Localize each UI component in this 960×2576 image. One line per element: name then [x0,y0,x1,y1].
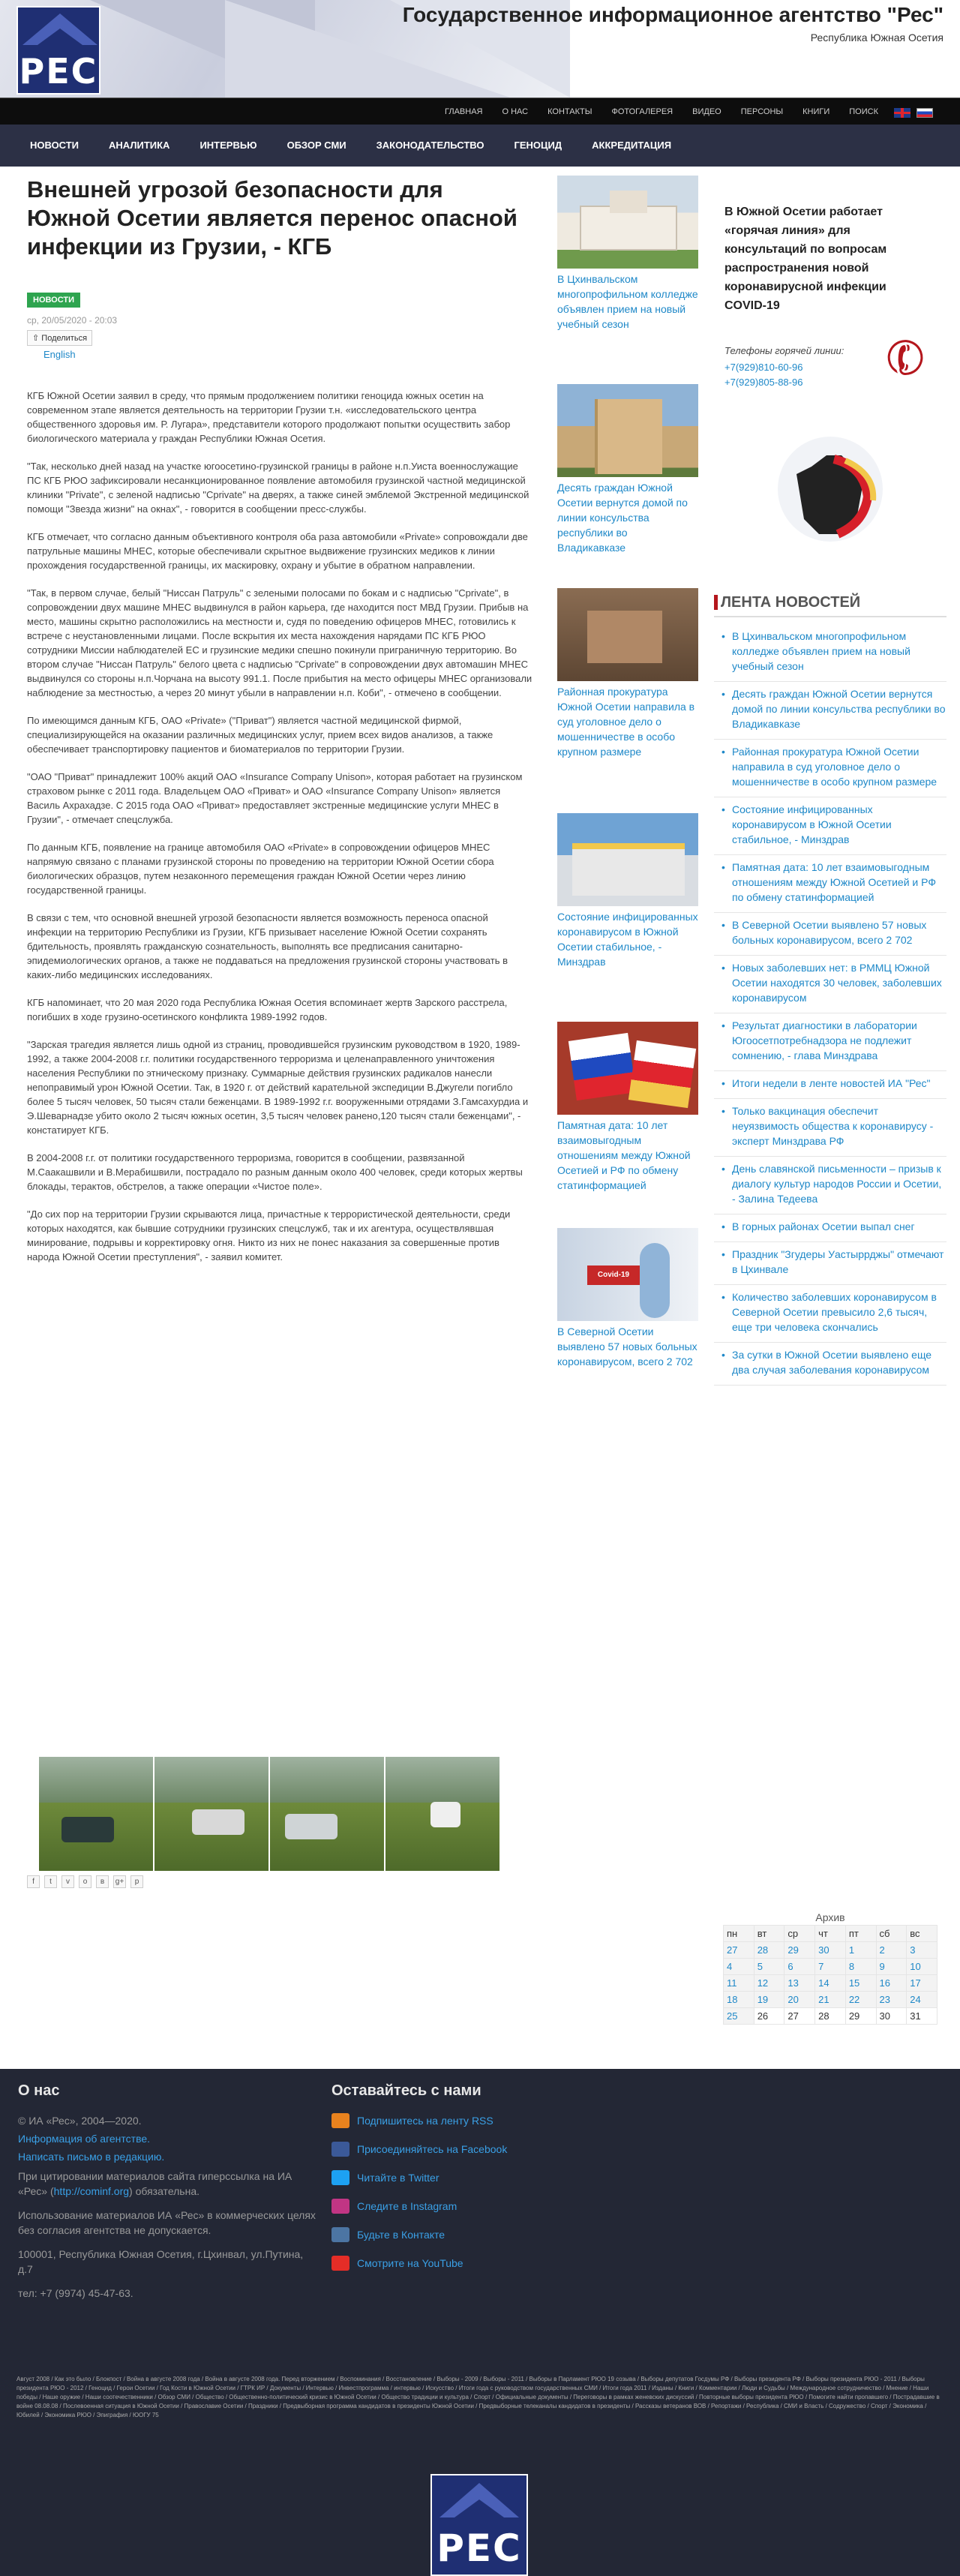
calendar-day[interactable]: 3 [907,1942,938,1959]
calendar-day[interactable]: 18 [724,1992,754,2008]
news-feed-list [714,624,946,1386]
livejournal-icon[interactable]: в [96,1875,109,1888]
news-caption[interactable]: Районная прокуратура Южной Осетии направила в суд уголовное дело о мошенничестве в особо крупном размере [557,686,695,758]
calendar-day: 27 [784,2008,815,2025]
news-thumbnail[interactable] [557,813,698,906]
calendar-day[interactable]: 9 [876,1959,907,1975]
nav-news[interactable]: НОВОСТИ [30,140,80,151]
feed-item[interactable]: • День славянской письменности – призыв к диалогу культур народов России и Осетии, - Залина Тедеева [714,1157,946,1214]
calendar-day[interactable]: 5 [754,1959,784,1975]
article-paragraph: В 2004-2008 г.г. от политики государственного терроризма, говорится в сообщении, развязанной М.Саакашвили и В.Мерабишвили, пострадало по разным данным около 400 человек, среди которых жертвы блокады, терактов, обстрелов, а также операции «Чистое поле». [27,1152,523,1192]
feed-item[interactable]: • Только вакцинация обеспечит неуязвимость общества к коронавирусу - эксперт Минздрава РФ [714,1099,946,1157]
facebook-icon [332,2142,350,2157]
site-title: Государственное информационное агентство "Рес" [402,3,944,26]
news-thumbnail[interactable] [557,1228,698,1321]
calendar-day[interactable]: 30 [815,1942,846,1959]
article-paragraph: "ОАО "Приват" принадлежит 100% акций ОАО «Insurance Company Unison», которая работает на грузинском страховом рынке с 2011 года. Владельцем ОАО «Приват» и ОАО «Insurance Company Unison» является Василь Ахрахадзе. С 2015 года ОАО «Приват» предоставляет экстренные медицинские услуги МНЕС в Грузии", - отмечает спецслужба. [27,771,523,825]
calendar-day[interactable]: 1 [845,1942,876,1959]
related-news-item[interactable] [551,176,701,332]
calendar-day[interactable]: 10 [907,1959,938,1975]
calendar-day[interactable]: 25 [724,2008,754,2025]
calendar-weekday: вс [907,1926,938,1942]
news-thumbnail[interactable] [557,588,698,681]
emblem-banner[interactable] [714,414,946,564]
vk-link[interactable]: Будьте в Контакте [332,2227,632,2242]
footer-cite-note: При цитировании материалов сайта гиперссылка на ИА «Рес» (http://cominf.org) обязательна. [18,2170,292,2197]
footer-logo[interactable] [430,2474,528,2576]
instagram-link[interactable]: Следите в Instagram [332,2199,632,2214]
news-thumbnail[interactable] [557,1022,698,1115]
topnav-persons[interactable]: ПЕРСОНЫ [740,107,784,116]
nav-legislation[interactable]: ЗАКОНОДАТЕЛЬСТВО [376,140,484,151]
site-logo[interactable] [16,6,100,95]
pinterest-icon[interactable]: p [130,1875,143,1888]
emblem-icon [714,414,946,564]
share-label: Поделиться [41,334,88,343]
photo-gallery [39,1757,500,1871]
calendar-day[interactable]: 6 [784,1959,815,1975]
news-thumbnail[interactable] [557,176,698,269]
youtube-link[interactable]: Смотрите на YouTube [332,2256,632,2271]
feed-item[interactable]: • Десять граждан Южной Осетии вернутся домой по линии консульства республики во Владикавказе [714,682,946,740]
article-paragraph: "Зарская трагедия является лишь одной из страниц, проводившейся грузинским руководством в 1920, 1989-1992, а также 2004-2008 г.г. политики государственного терроризма и целенаправленного уничтожения населения Республики по этническому признаку. Суммарные действия грузинских радикалов нанесли непоправимый урон Южной Осетии. Так, в 1920 г. от действий карательной экспедиции В.Джугели погибло более 5 тысяч человек, 50 тысяч стали беженцами. В 1989-1992 г.г. вооруженными отрядами З.Гамсахурдиа и Э.Шеварнадзе убито около 2 тысяч южных осетин, 3,5 тысяч человек ранено,120 тысяч стали беженцами", - констатирует КГБ. [27,1039,529,1136]
feed-item[interactable]: • В Северной Осетии выявлено 57 новых больных коронавирусом, всего 2 702 [714,913,946,956]
share-button[interactable] [27,330,92,346]
article-paragraph: КГБ отмечает, что согласно данным объективного контроля оба раза автомобили «Private» сопровождали две патрульные машины МНЕС, которые обеспечивали скрытное выдвижение грузинских медиков к линии прохождения государственной границы, их маскировку, охрану и убытие в обратном направлении. [27,531,528,571]
calendar-day: 26 [754,2008,784,2025]
article-paragraph: В связи с тем, что основной внешней угрозой безопасности является возможность переноса опасной инфекции на территорию Республики из Грузии, КГБ призывает население Южной Осетии сохранять бдительность, проявлять гражданскую сознательность, выполнять все предписания санитарно-эпидемиологических органов, а также не поддаваться на предложения грузинской стороны участвовать в каких-либо медицинских исследованиях. [27,912,508,980]
related-news-item[interactable] [551,588,701,759]
calendar-table [723,1925,938,2025]
footer-tag-cloud[interactable]: Август 2008 / Как это было / Блокпост / Война в августе 2008 года / Война в августе 2008 года. Перед вторжением / Воспоминания / Восстановление / Выборы - 2009 / Выборы - 2011 / Выборы в Парламент РЮО 19 созыва / Выборы депутатов Госдумы РФ / Выборы президента РФ / Выборы президента РЮО - 2011 / Выборы президента РЮО - 2012 / Геноцид / Герои Осетии / Год Кости в Южной Осетии / ГТРК ИР / Документы / Интервью / Инвестпрограмма / интервью / Искусство / Итоги года с руководством государственных СМИ / Итоги года 2011 / Изданы / Книги / Комментарии / Люди и Судьбы / Международное сотрудничество / Мнение / Наши победы / Наше оружие / Наши соотечественники / Обзор СМИ / Общество / Общественно-политический кризис в Южной Осетии / Общество традиции и культура / Спорт / Официальные документы / Переговоры в рамках женевских дискуссий / Повторные выборы президента РЮО / Помогите найти пропавшего / Пострадавшие в войне 08.08.08 / Послевоенная ситуация в Южной Осетии / Православие Осетии / Праздники / Предвыборная программа кандидатов в президенты Южной Осетии / Предвыборные телеканалы кандидатов в президенты / Рассказы ветеранов ВОВ / Репортажи / Республика / СМИ и Власть / Содружество / Спорт / Экономика / Юбилей / Экономика РЮО / Эпиграфия / ЮОГУ 75 [16,2376,940,2418]
site-subtitle: Республика Южная Осетия [810,32,944,44]
site-footer [0,2069,960,2576]
calendar-day: 31 [907,2008,938,2025]
category-badge[interactable]: НОВОСТИ [27,293,80,308]
feed-item[interactable]: • Новых заболевших нет: в РММЦ Южной Осетии находятся 30 человек, заболевших коронавирусом [714,956,946,1013]
nav-analytics[interactable]: АНАЛИТИКА [109,140,170,151]
nav-accreditation[interactable]: АККРЕДИТАЦИЯ [592,140,672,151]
calendar-day: 29 [845,2008,876,2025]
archive-calendar [714,1911,946,2025]
calendar-day: 30 [876,2008,907,2025]
topnav-home[interactable]: ГЛАВНАЯ [445,107,483,116]
footer-social-title: Оставайтесь с нами [332,2082,482,2099]
site-header [0,0,960,98]
feed-item[interactable]: • Памятная дата: 10 лет взаимовыгодным отношениям между Южной Осетией и РФ по обмену статинформацией [714,855,946,913]
news-caption[interactable]: Десять граждан Южной Осетии вернутся домой по линии консульства республики во Владикавказе [557,482,688,554]
article-paragraph: КГБ напоминает, что 20 мая 2020 года Республика Южная Осетия вспоминает жертв Зарского расстрела, погибших в ходе грузино-осетинского конфликта 1989-1992 годов. [27,997,508,1022]
phone-icon: ✆ [878,328,934,390]
calendar-day[interactable]: 27 [724,1942,754,1959]
feed-item[interactable]: • Количество заболевших коронавирусом в Северной Осетии превысило 2,6 тысяч, еще три человека скончались [714,1285,946,1343]
article-title: Внешней угрозой безопасности для Южной Осетии является перенос опасной инфекции из Грузии, - КГБ [27,176,518,260]
gallery-photo[interactable] [386,1757,500,1871]
logo-text: РЕС [19,51,98,92]
article-date: ср, 20/05/2020 - 20:03 [27,315,118,326]
main-nav [0,125,960,167]
ru-flag-icon[interactable] [916,108,933,118]
hotline-banner[interactable] [714,167,946,407]
gallery-photo[interactable] [39,1757,153,1871]
share-icon: ⇧ [32,334,42,343]
article-paragraph: По данным КГБ, появление на границе автомобиля ОАО «Private» в сопровождении офицеров МНЕС напрямую связано с планами грузинской стороны по проведению на территории Южной Осетии сбора биологических образцов, путем незаконного перемещения граждан Южной Осетии через линию государственной границы. [27,842,494,896]
googleplus-icon[interactable]: g+ [113,1875,126,1888]
calendar-day[interactable]: 19 [754,1992,784,2008]
gallery-photo[interactable] [270,1757,384,1871]
share-icons [27,1875,143,1888]
related-news-item[interactable] [551,1228,701,1369]
article-paragraph: "До сих пор на территории Грузии скрываются лица, причастные к террористической деятельности, среди которых находятся, как бывшие сотрудники грузинских спецслужб, так и их агентура, осуществлявшая минирование, подрывы и корректировку огня. Никто из них не понес наказания за совершенные против народа Южной Осетии преступления", - заявил комитет. [27,1208,511,1262]
about-agency-link[interactable]: Информация об агентстве. [18,2133,151,2145]
footer-social [332,2082,632,2284]
calendar-day[interactable]: 20 [784,1992,815,2008]
feed-item[interactable]: • В Цхинвальском многопрофильном колледже объявлен прием на новый учебный сезон [714,624,946,682]
article-paragraph: "Так, в первом случае, белый "Ниссан Патруль" с зелеными полосами по бокам и с надписью "Cprivate", в сопровождении двух машине МНЕС выдвинулся в район карьера, где находится пост МВД Грузии. Прибыв на место, машины скрытно расположились на местности и, судя по поведению офицеров МНЕС, готовились к встрече с неустановленными лицами. После вскрытия их места нахождения нарядами ПС КГБ РЮО сотрудники Миссии наблюдателей ЕС и грузинские медики спешно покинули приграничную территорию. Во втором случае "Ниссан Патруль" белого цвета с надписью "Cprivate" в сопровождении двух автомашин МНЕС выдвинулся со стороны н.п.Чорчана на высоту 991.1. После прибытия на место офицеры МНЕС организовали наблюдение за местностью, а через 20 минут убыли в направлении н.п. Коби", - отмечено в сообщении. [27,587,532,698]
twitter-icon[interactable]: t [44,1875,57,1888]
article-paragraph: КГБ Южной Осетии заявил в среду, что прямым продолжением политики геноцида южных осетин на современном этапе является деятельность на территории Грузии т.н. «исследовательского центра общественного здоровья им. Р. Лугара», представители которого продолжают попытки осуществить забор биологического материала у граждан Республики Южная Осетия. [27,390,511,444]
hotline-phone[interactable]: +7(929)805-88-96 [724,377,803,388]
instagram-icon [332,2199,350,2214]
uk-flag-icon[interactable] [894,108,910,118]
calendar-day[interactable]: 7 [815,1959,846,1975]
calendar-day[interactable]: 23 [876,1992,907,2008]
twitter-link[interactable]: Читайте в Twitter [332,2170,632,2185]
footer-about-title: О нас [18,2082,60,2099]
odnoklassniki-icon[interactable]: о [79,1875,92,1888]
calendar-day[interactable]: 2 [876,1942,907,1959]
footer-phone: тел: +7 (9974) 45-47-63. [18,2287,134,2299]
hotline-subtitle: Телефоны горячей линии: [724,345,844,356]
calendar-weekday: вт [754,1926,784,1942]
covid-label: Covid-19 [587,1265,640,1285]
calendar-day[interactable]: 24 [907,1992,938,2008]
calendar-title: Архив [815,1911,845,1923]
calendar-day[interactable]: 28 [754,1942,784,1959]
calendar-day[interactable]: 16 [876,1975,907,1992]
news-caption[interactable]: В Цхинвальском многопрофильном колледже объявлен прием на новый учебный сезон [557,273,698,330]
hotline-phone[interactable]: +7(929)810-60-96 [724,362,803,373]
news-caption[interactable]: В Северной Осетии выявлено 57 новых больных коронавирусом, всего 2 702 [557,1326,698,1368]
feed-item[interactable]: • Районная прокуратура Южной Осетии направила в суд уголовное дело о мошенничестве в особо крупном размере [714,740,946,797]
news-caption[interactable]: Состояние инфицированных коронавирусом в Южной Осетии стабильное, - Минздрав [557,911,698,968]
footer-copyright: © ИА «Рес», 2004—2020. [18,2115,142,2127]
calendar-day[interactable]: 13 [784,1975,815,1992]
calendar-day[interactable]: 21 [815,1992,846,2008]
nav-media-review[interactable]: ОБЗОР СМИ [286,140,346,151]
rss-link[interactable]: Подпишитесь на ленту RSS [332,2113,632,2128]
footer-about [18,2082,318,2310]
feed-item[interactable]: • В горных районах Осетии выпал снег [714,1214,946,1242]
topnav-search[interactable]: ПОИСК [849,107,878,116]
calendar-day[interactable]: 4 [724,1959,754,1975]
topnav-video[interactable]: ВИДЕО [692,107,722,116]
footer-address: 100001, Республика Южная Осетия, г.Цхинвал, ул.Путина, д.7 [18,2248,304,2275]
news-thumbnail[interactable] [557,384,698,477]
calendar-weekday: пн [724,1926,754,1942]
calendar-day: 28 [815,2008,846,2025]
footer-logo-text: РЕС [436,2526,522,2570]
youtube-icon [332,2256,350,2271]
topnav-about[interactable]: О НАС [502,107,529,116]
rss-icon [332,2113,350,2128]
related-news-item[interactable] [551,1022,701,1193]
vk-icon [332,2227,350,2242]
hotline-title: В Южной Осетии работает «горячая линия» для консультаций по вопросам распространения новой коронавирусной инфекции COVID-19 [724,206,887,312]
top-nav [0,98,960,125]
feed-item[interactable]: • Праздник "Згудеры Уастыррджы" отмечают в Цхинвале [714,1242,946,1285]
feed-item[interactable]: • За сутки в Южной Осетии выявлено еще два случая заболевания коронавирусом [714,1343,946,1386]
calendar-weekday: пт [845,1926,876,1942]
calendar-day[interactable]: 15 [845,1975,876,1992]
english-link[interactable]: English [44,349,76,360]
feed-item[interactable]: • Результат диагностики в лаборатории Югоосетпотребнадзора не подлежит сомнению, - глава Минздрава [714,1013,946,1071]
nav-interview[interactable]: ИНТЕРВЬЮ [200,140,257,151]
nav-genocide[interactable]: ГЕНОЦИД [514,140,562,151]
calendar-day[interactable]: 22 [845,1992,876,2008]
calendar-day[interactable]: 14 [815,1975,846,1992]
feed-item[interactable]: • Итоги недели в ленте новостей ИА "Рес" [714,1071,946,1099]
facebook-link[interactable]: Присоединяйтесь на Facebook [332,2142,632,2157]
calendar-day[interactable]: 29 [784,1942,815,1959]
calendar-day[interactable]: 8 [845,1959,876,1975]
calendar-weekday: сб [876,1926,907,1942]
twitter-icon [332,2170,350,2185]
facebook-icon[interactable]: f [27,1875,40,1888]
article-body [27,389,534,1277]
related-news-item[interactable] [551,813,701,969]
news-feed-heading: ЛЕНТА НОВОСТЕЙ [714,594,946,617]
calendar-day[interactable]: 17 [907,1975,938,1992]
article-paragraph: "Так, несколько дней назад на участке югоосетино-грузинской границы в районе н.п.Уиста военнослужащие ПС КГБ РЮО зафиксировали несанкционированное появление автомобиля грузинской частной медицинской клиники "Private", с зеленой надписью "Cprivate" на дверях, а также синей эмблемой Экстренной медицинской помощи "Звезда жизни" на окнах", - говорится в сообщении пресс-службы. [27,461,530,515]
gallery-photo[interactable] [154,1757,268,1871]
calendar-day[interactable]: 11 [724,1975,754,1992]
topnav-books[interactable]: КНИГИ [802,107,830,116]
calendar-weekday: ср [784,1926,815,1942]
calendar-day[interactable]: 12 [754,1975,784,1992]
feed-item[interactable]: • Состояние инфицированных коронавирусом в Южной Осетии стабильное, - Минздрав [714,797,946,855]
topnav-contacts[interactable]: КОНТАКТЫ [548,107,592,116]
vk-icon[interactable]: v [62,1875,74,1888]
article-paragraph: По имеющимся данным КГБ, ОАО «Private» ("Приват") является частной медицинской фирмой, специализирующейся на оказании различных медицинских услуг, прием всех видов анализов, а также обеспечивает транспортировку пациентов и биоматериалов по территории Грузии. [27,715,494,755]
write-editor-link[interactable]: Написать письмо в редакцию. [18,2151,165,2163]
related-news-item[interactable] [551,384,701,555]
topnav-photogallery[interactable]: ФОТОГАЛЕРЕЯ [611,107,674,116]
news-caption[interactable]: Памятная дата: 10 лет взаимовыгодным отношениям между Южной Осетией и РФ по обмену статинформацией [557,1119,691,1191]
site-url-link[interactable]: http://cominf.org [53,2185,130,2197]
calendar-weekday: чт [815,1926,846,1942]
footer-commercial-note: Использование материалов ИА «Рес» в коммерческих целях без согласия агентства не допускается. [18,2209,316,2236]
article [16,167,534,1911]
